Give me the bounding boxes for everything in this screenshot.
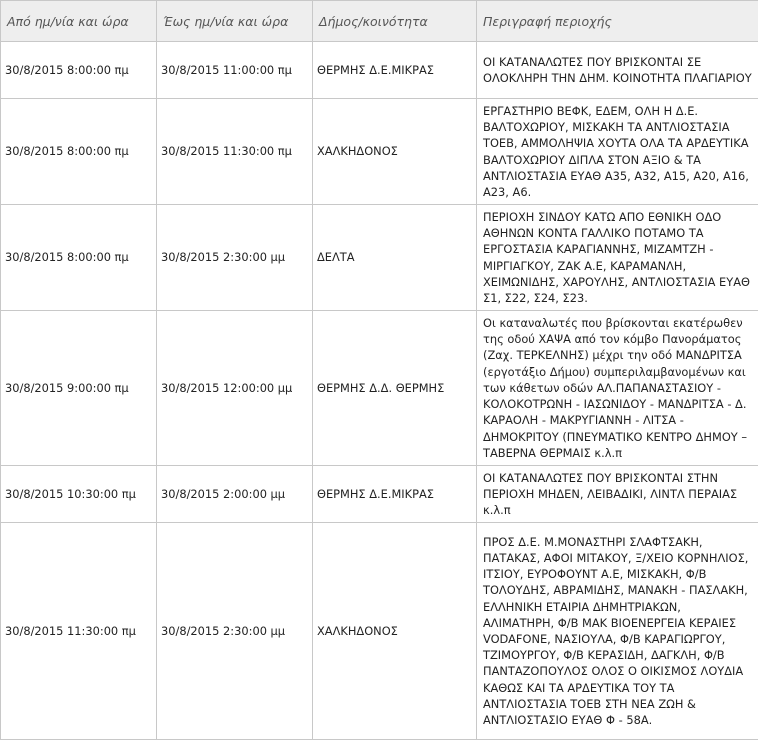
cell-municipality: ΘΕΡΜΗΣ Δ.Ε.ΜΙΚΡΑΣ — [313, 42, 477, 99]
header-row — [1, 1, 758, 42]
cell-description: Οι καταναλωτές που βρίσκονται εκατέρωθεν της οδού ΧΑΨΑ από τον κόμβο Πανοράματος (Ζαχ. ΤΕΡΚΕΛΝΗΣ) μέχρι την οδό ΜΑΝΔΡΙΤΣΑ (εργοτάξιο Δήμου) συμπεριλαμβανομένων και των κάθετων οδών ΑΛ.ΠΑΠΑΝΑΣΤΑΣΙΟΥ - ΚΟΛΟΚΟΤΡΩΝΗ - ΙΑΣΩΝΙΔΟΥ - ΜΑΝΔΡΙΤΣΑ - Δ. ΚΑΡΑΟΛΗ - ΜΑΚΡΥΓΙΑΝΝΗ - ΛΙΤΣΑ - ΔΗΜΟΚΡΙΤΟΥ (ΠΝΕΥΜΑΤΙΚΟ ΚΕΝΤΡΟ ΔΗΜΟΥ – ΤΑΒΕΡΝΑ ΘΕΡΜΑΙΣ κ.λ.π — [477, 311, 758, 466]
table-row — [1, 466, 758, 523]
cell-to: 30/8/2015 2:30:00 μμ — [157, 205, 313, 311]
table-row — [1, 99, 758, 205]
cell-municipality: ΔΕΛΤΑ — [313, 205, 477, 311]
cell-from: 30/8/2015 11:30:00 πμ — [1, 523, 157, 740]
cell-description: ΟΙ ΚΑΤΑΝΑΛΩΤΕΣ ΠΟΥ ΒΡΙΣΚΟΝΤΑΙ ΣΤΗΝ ΠΕΡΙΟΧΗ ΜΗΔΕΝ, ΛΕΙΒΑΔΙΚΙ, ΛΙΝΤΛ ΠΕΡΑΙΑΣ κ.λ.π — [477, 466, 758, 523]
cell-from: 30/8/2015 8:00:00 πμ — [1, 205, 157, 311]
cell-municipality: ΘΕΡΜΗΣ Δ.Ε.ΜΙΚΡΑΣ — [313, 466, 477, 523]
cell-description: ΠΕΡΙΟΧΗ ΣΙΝΔΟΥ ΚΑΤΩ ΑΠΟ ΕΘΝΙΚΗ ΟΔΟ ΑΘΗΝΩΝ ΚΟΝΤΑ ΓΑΛΛΙΚΟ ΠΟΤΑΜΟ ΤΑ ΕΡΓΟΣΤΑΣΙΑ ΚΑΡΑΓΙΑΝΝΗΣ, ΜΙΖΑΜΤΖΗ - ΜΙΡΓΙΑΓΚΟΥ, ΖΑΚ Α.Ε, ΚΑΡΑΜΑΝΛΗ, ΧΕΙΜΩΝΙΔΗΣ, ΧΑΡΟΥΛΗΣ, ΑΝΤΛΙΟΣΤΑΣΙΑ ΕΥΑΘ Σ1, Σ22, Σ24, Σ23. — [477, 205, 758, 311]
table-row — [1, 311, 758, 466]
cell-to: 30/8/2015 11:00:00 πμ — [157, 42, 313, 99]
table-row — [1, 523, 758, 740]
header-to: Έως ημ/νία και ώρα — [157, 1, 313, 42]
cell-description: ΕΡΓΑΣΤΗΡΙΟ ΒΕΦΚ, ΕΔΕΜ, ΟΛΗ Η Δ.Ε. ΒΑΛΤΟΧΩΡΙΟΥ, ΜΙΣΚΑΚΗ ΤΑ ΑΝΤΛΙΟΣΤΑΣΙΑ ΤΟΕΒ, ΑΜΜΟΛΗΨΙΑ ΧΟΥΤΑ ΟΛΑ ΤΑ ΑΡΔΕΥΤΙΚΑ ΒΑΛΤΟΧΩΡΙΟΥ ΔΙΠΛΑ ΣΤΟΝ ΑΞΙΟ & ΤΑ ΑΝΤΛΙΟΣΤΑΣΙΑ ΕΥΑΘ Α35, Α32, Α15, Α20, Α16, Α23, Α6. — [477, 99, 758, 205]
header-from: Από ημ/νία και ώρα — [1, 1, 157, 42]
cell-from: 30/8/2015 9:00:00 πμ — [1, 311, 157, 466]
cell-from: 30/8/2015 8:00:00 πμ — [1, 42, 157, 99]
cell-to: 30/8/2015 2:30:00 μμ — [157, 523, 313, 740]
cell-to: 30/8/2015 2:00:00 μμ — [157, 466, 313, 523]
table-row — [1, 205, 758, 311]
cell-to: 30/8/2015 12:00:00 μμ — [157, 311, 313, 466]
header-municipality: Δήμος/κοινότητα — [313, 1, 477, 42]
cell-from: 30/8/2015 10:30:00 πμ — [1, 466, 157, 523]
cell-to: 30/8/2015 11:30:00 πμ — [157, 99, 313, 205]
cell-from: 30/8/2015 8:00:00 πμ — [1, 99, 157, 205]
cell-description: ΟΙ ΚΑΤΑΝΑΛΩΤΕΣ ΠΟΥ ΒΡΙΣΚΟΝΤΑΙ ΣΕ ΟΛΟΚΛΗΡΗ ΤΗΝ ΔΗΜ. ΚΟΙΝΟΤΗΤΑ ΠΛΑΓΙΑΡΙΟΥ — [477, 42, 758, 99]
cell-description: ΠΡΟΣ Δ.Ε. Μ.ΜΟΝΑΣΤΗΡΙ ΣΛΑΦΤΣΑΚΗ, ΠΑΤΑΚΑΣ, ΑΦΟΙ ΜΙΤΑΚΟΥ, Ξ/ΧΕΙΟ ΚΟΡΝΗΛΙΟΣ, ΙΤΣΙΟΥ, ΕΥΡΟΦΟΥΝΤ Α.Ε, ΜΙΣΚΑΚΗ, Φ/Β ΤΟΛΟΥΔΗΣ, ΑΒΡΑΜΙΔΗΣ, ΜΑΝΑΚΗ - ΠΑΣΛΑΚΗ, ΕΛΛΗΝΙΚΗ ΕΤΑΙΡΙΑ ΔΗΜΗΤΡΙΑΚΩΝ, ΑΛΙΜΑΤΗΡΗ, Φ/Β ΜΑΚ ΒΙΟΕΝΕΡΓΕΙΑ ΚΕΡΑΙΕΣ VODAFONE, ΝΑΣΙΟΥΛΑ, Φ/Β ΚΑΡΑΓΙΩΡΓΟΥ, ΤΖΙΜΟΥΡΓΟΥ, Φ/Β ΚΕΡΑΣΙΔΗ, ΔΑΓΚΛΗ, Φ/Β ΠΑΝΤΑΖΟΠΟΥΛΟΣ ΟΛΟΣ Ο ΟΙΚΙΣΜΟΣ ΛΟΥΔΙΑ ΚΑΘΩΣ ΚΑΙ ΤΑ ΑΡΔΕΥΤΙΚΑ ΤΟΥ ΤΑ ΑΝΤΛΙΟΣΤΑΣΙΑ ΤΟΕΒ ΣΤΗ ΝΕΑ ΖΩΗ & ΑΝΤΛΙΟΣΤΑΣΙΟ ΕΥΑΘ Φ - 58Α. — [477, 523, 758, 740]
cell-municipality: ΧΑΛΚΗΔΟΝΟΣ — [313, 523, 477, 740]
table-row — [1, 42, 758, 99]
cell-municipality: ΧΑΛΚΗΔΟΝΟΣ — [313, 99, 477, 205]
header-description: Περιγραφή περιοχής — [477, 1, 758, 42]
cell-municipality: ΘΕΡΜΗΣ Δ.Δ. ΘΕΡΜΗΣ — [313, 311, 477, 466]
